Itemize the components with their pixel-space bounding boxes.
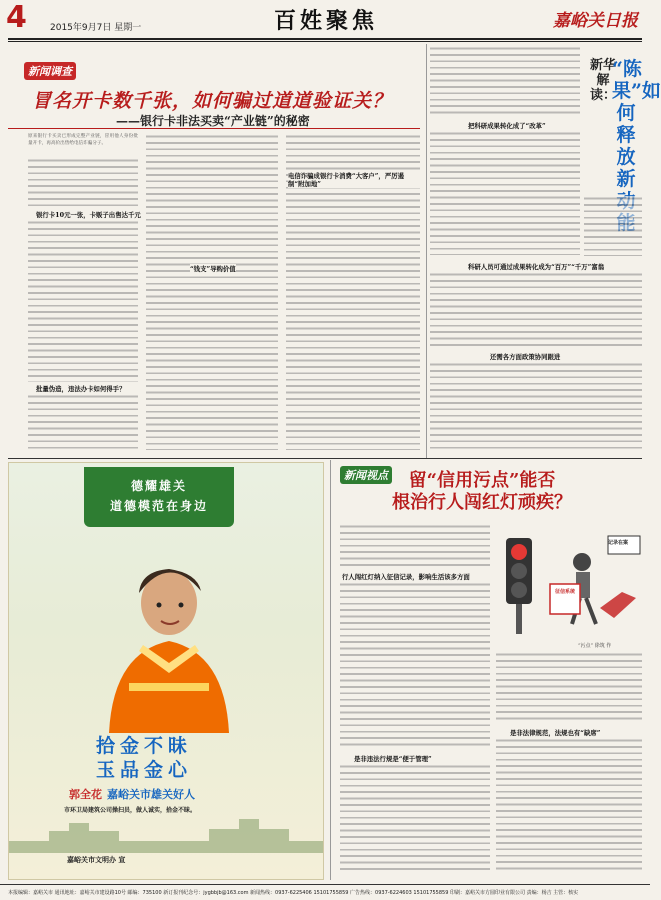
section-rule [8,458,642,459]
article3-col1-text [340,582,490,750]
article1-col2-text [146,134,278,450]
article2-subhead-3: 还需各方面政策协同跟进 [490,353,561,361]
newspaper-logo: 嘉峪关日报 [553,11,638,31]
article1-subhead-3: “钱支”导购价值 [190,265,236,273]
news-investigation-badge: 新闻调查 [24,62,76,80]
article3-headline-line2: 根治行人闯红灯顽疾？ [392,492,572,513]
article2-subhead-2: 科研人员可通过成果转化成为“百万”“千万”富翁 [468,263,605,271]
article1-col1-text-2 [28,220,138,382]
issue-date: 2015年9月7日 星期一 [50,23,142,33]
model-name: 郭全花 [69,788,102,801]
article3-headline [372,470,592,514]
section-title: 百姓聚焦 [273,8,378,34]
article1-col1-text-3 [28,394,138,450]
article2-headline: “陈果”如何释放新 [612,58,661,190]
column-rule-2 [330,460,331,880]
article1-subhead-1: 银行卡10元一张，卡贩子出售达千元 [36,211,141,219]
fortress-skyline [9,813,323,853]
page-number: 4 [6,0,27,35]
article1-subhead-4: 电信诈骗成银行卡消费“大客户”，严厉遏制“附加地” [288,172,420,188]
header-rule [8,38,642,40]
article3-headline-line1: 留“信用污点”能否 [408,470,556,491]
article1-headline: 冒名开卡数千张，如何骗过道道验证关？ [32,90,393,112]
cartoon-card: 征信系统 [554,589,575,595]
headline-rule [8,128,420,129]
article1-subheadline: ——银行卡非法买卖“产业链”的秘密 [116,114,310,128]
model-description: 市环卫局建筑公司操扫员，做人诚实，拾金不昧。 [64,807,197,814]
article2-side-text [584,196,642,256]
article3-subhead-3: 是非违法行规是“便于管理” [354,755,432,763]
poster-banner-line2: 道德模范在身边 [109,499,208,513]
cartoon-caption: “污点” 徐筑 作 [578,643,612,649]
moral-model-poster [8,462,324,880]
article3-col2-text-2 [496,738,642,874]
news-viewpoint-badge: 新闻视点 [340,466,392,484]
article3-subhead-1: 行人闯红灯纳入征信记录，影响生活该多方面 [342,573,470,581]
article1-intro: 原来银行卡买卖已形成完整产业链，冒用他人身份批量开卡，再高价出售给电信诈骗分子。 [28,134,138,146]
article3-lead-text [340,524,490,568]
poster-slogan-1: 拾金不昧 [95,735,192,757]
poster-banner-line1: 德耀雄关 [130,479,187,493]
article2-kicker: 新华解读： [590,58,617,103]
article3-subhead-2: 是非法律规范，法规也有“缺席” [510,729,601,737]
model-title: 嘉峪关市雄关好人 [107,788,195,801]
header-rule-thin [8,41,642,42]
sanitation-worker-photo [69,533,269,733]
article2-col2-text [430,272,642,348]
article2-subhead-1: 把科研成果转化成了“改革” [468,122,546,130]
article2-lead-text [430,46,580,118]
article2-col1-text [430,131,580,255]
poster-publisher: 嘉峪关市文明办 宣 [67,855,126,864]
article1-col1-text [28,158,138,208]
page-footer: 本报编辑：嘉峪关市 通讯地址：嘉峪关市建设路10号 邮编：735100 新订报刊纪念号：jygbbjb@163.com 新闻热线：0937-6225406 15101755859 广告热线：0937-6224603 15101755859 印刷：嘉峪关市方圆印业有限公司 责编：杨吉 主管：核实 [0,884,650,900]
article2-col3-text [430,362,642,452]
article3-col2-text [496,652,642,724]
article3-col1-text-2 [340,764,490,874]
poster-slogan-2: 玉品金心 [95,759,192,781]
column-rule [426,44,427,459]
cartoon-sign: 记录在案 [608,540,629,546]
article1-subhead-2: 批量伪造，违法办卡如何得手？ [36,385,126,393]
poster-banner [84,467,234,527]
